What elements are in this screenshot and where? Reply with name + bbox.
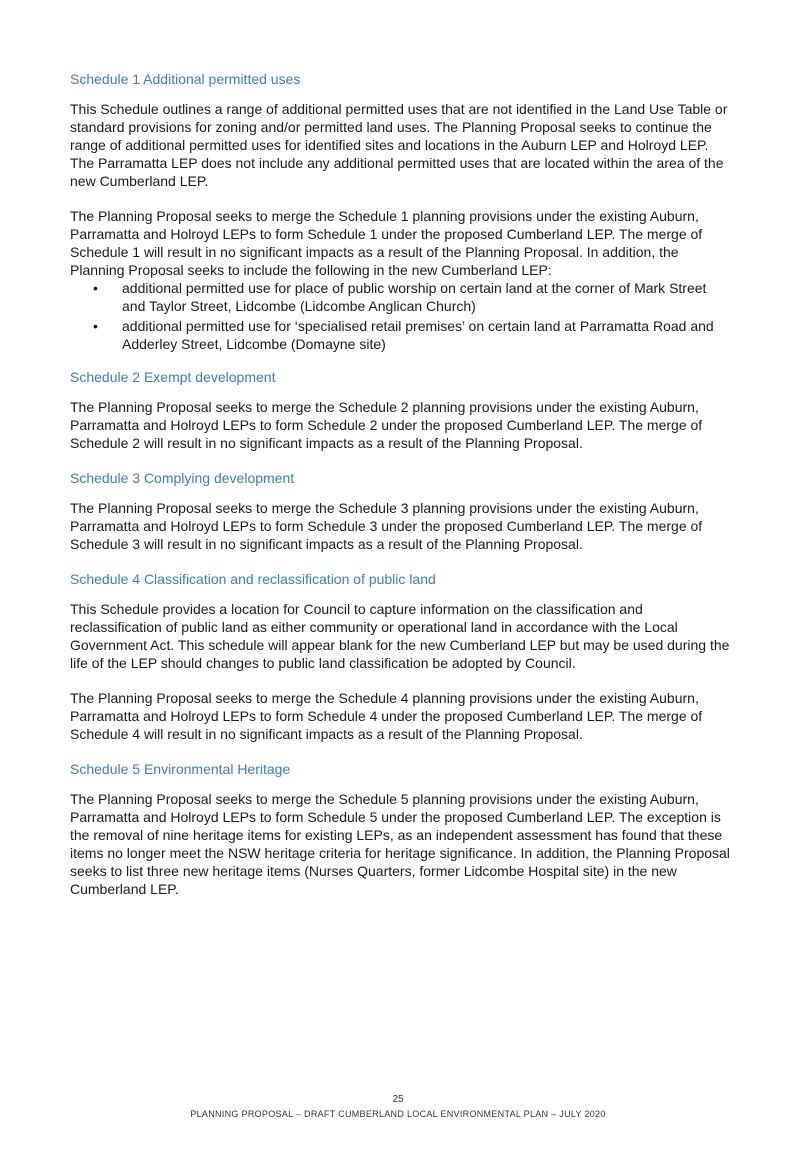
list-item-text: additional permitted use for place of public worship on certain land at the corner of Mark Street and Taylor Street, Lidcombe (Lidcombe Anglican Church) — [122, 280, 707, 314]
paragraph: The Planning Proposal seeks to merge the Schedule 3 planning provisions under the existing Auburn, Parramatta and Holroyd LEPs to form Schedule 3 under the proposed Cumberland LEP. The merge of Schedule 3 will result in no significant impacts as a result of the Planning Proposal. — [70, 500, 703, 552]
paragraph: This Schedule provides a location for Council to capture information on the classification and reclassification of public land as either community or operational land in accordance with the Local Government Act. This schedule will appear blank for the new Cumberland LEP but may be used during the life of the LEP should changes to public land classification be adopted by Council. — [70, 601, 730, 671]
section-heading-schedule-5: Schedule 5 Environmental Heritage — [70, 761, 291, 777]
bullet-icon: • — [93, 318, 98, 334]
paragraph: The Planning Proposal seeks to merge the Schedule 5 planning provisions under the existing Auburn, Parramatta and Holroyd LEPs to form Schedule 5 under the proposed Cumberland LEP. The exception is the removal of nine heritage items for existing LEPs, as an independent assessment has found that these items no longer meet the NSW heritage criteria for heritage significance. In addition, the Planning Proposal seeks to list three new heritage items (Nurses Quarters, former Lidcombe Hospital site) in the new Cumberland LEP. — [70, 791, 730, 897]
paragraph: The Planning Proposal seeks to merge the Schedule 1 planning provisions under the existing Auburn, Parramatta and Holroyd LEPs to form Schedule 1 under the proposed Cumberland LEP. The merge of Schedule 1 will result in no significant impacts as a result of the Planning Proposal. In addition, the Planning Proposal seeks to include the following in the new Cumberland LEP: — [70, 208, 703, 278]
list-item-text: additional permitted use for ‘specialised retail premises’ on certain land at Parramatta Road and Adderley Street, Lidcombe (Domayne site) — [122, 318, 714, 352]
bullet-icon: • — [93, 280, 98, 296]
bullet-list — [70, 279, 730, 353]
paragraph: The Planning Proposal seeks to merge the Schedule 4 planning provisions under the existing Auburn, Parramatta and Holroyd LEPs to form Schedule 4 under the proposed Cumberland LEP. The merge of Schedule 4 will result in no significant impacts as a result of the Planning Proposal. — [70, 690, 703, 742]
list-item — [70, 279, 730, 315]
paragraph: This Schedule outlines a range of additional permitted uses that are not identified in the Land Use Table or standard provisions for zoning and/or permitted land uses. The Planning Proposal seeks to continue the range of additional permitted uses for identified sites and locations in the Auburn LEP and Holroyd LEP. The Parramatta LEP does not include any additional permitted uses that are located within the area of the new Cumberland LEP. — [70, 101, 728, 189]
section-heading-schedule-4: Schedule 4 Classification and reclassification of public land — [70, 571, 436, 587]
paragraph: The Planning Proposal seeks to merge the Schedule 2 planning provisions under the existing Auburn, Parramatta and Holroyd LEPs to form Schedule 2 under the proposed Cumberland LEP. The merge of Schedule 2 will result in no significant impacts as a result of the Planning Proposal. — [70, 399, 703, 451]
section-heading-schedule-1: Schedule 1 Additional permitted uses — [70, 71, 301, 87]
page-number: 25 — [392, 1094, 404, 1105]
section-heading-schedule-2: Schedule 2 Exempt development — [70, 369, 276, 385]
list-item — [70, 317, 730, 353]
page-footer: PLANNING PROPOSAL – DRAFT CUMBERLAND LOCAL ENVIRONMENTAL PLAN – JULY 2020 — [190, 1109, 606, 1119]
document-body — [70, 70, 730, 915]
section-heading-schedule-3: Schedule 3 Complying development — [70, 470, 295, 486]
